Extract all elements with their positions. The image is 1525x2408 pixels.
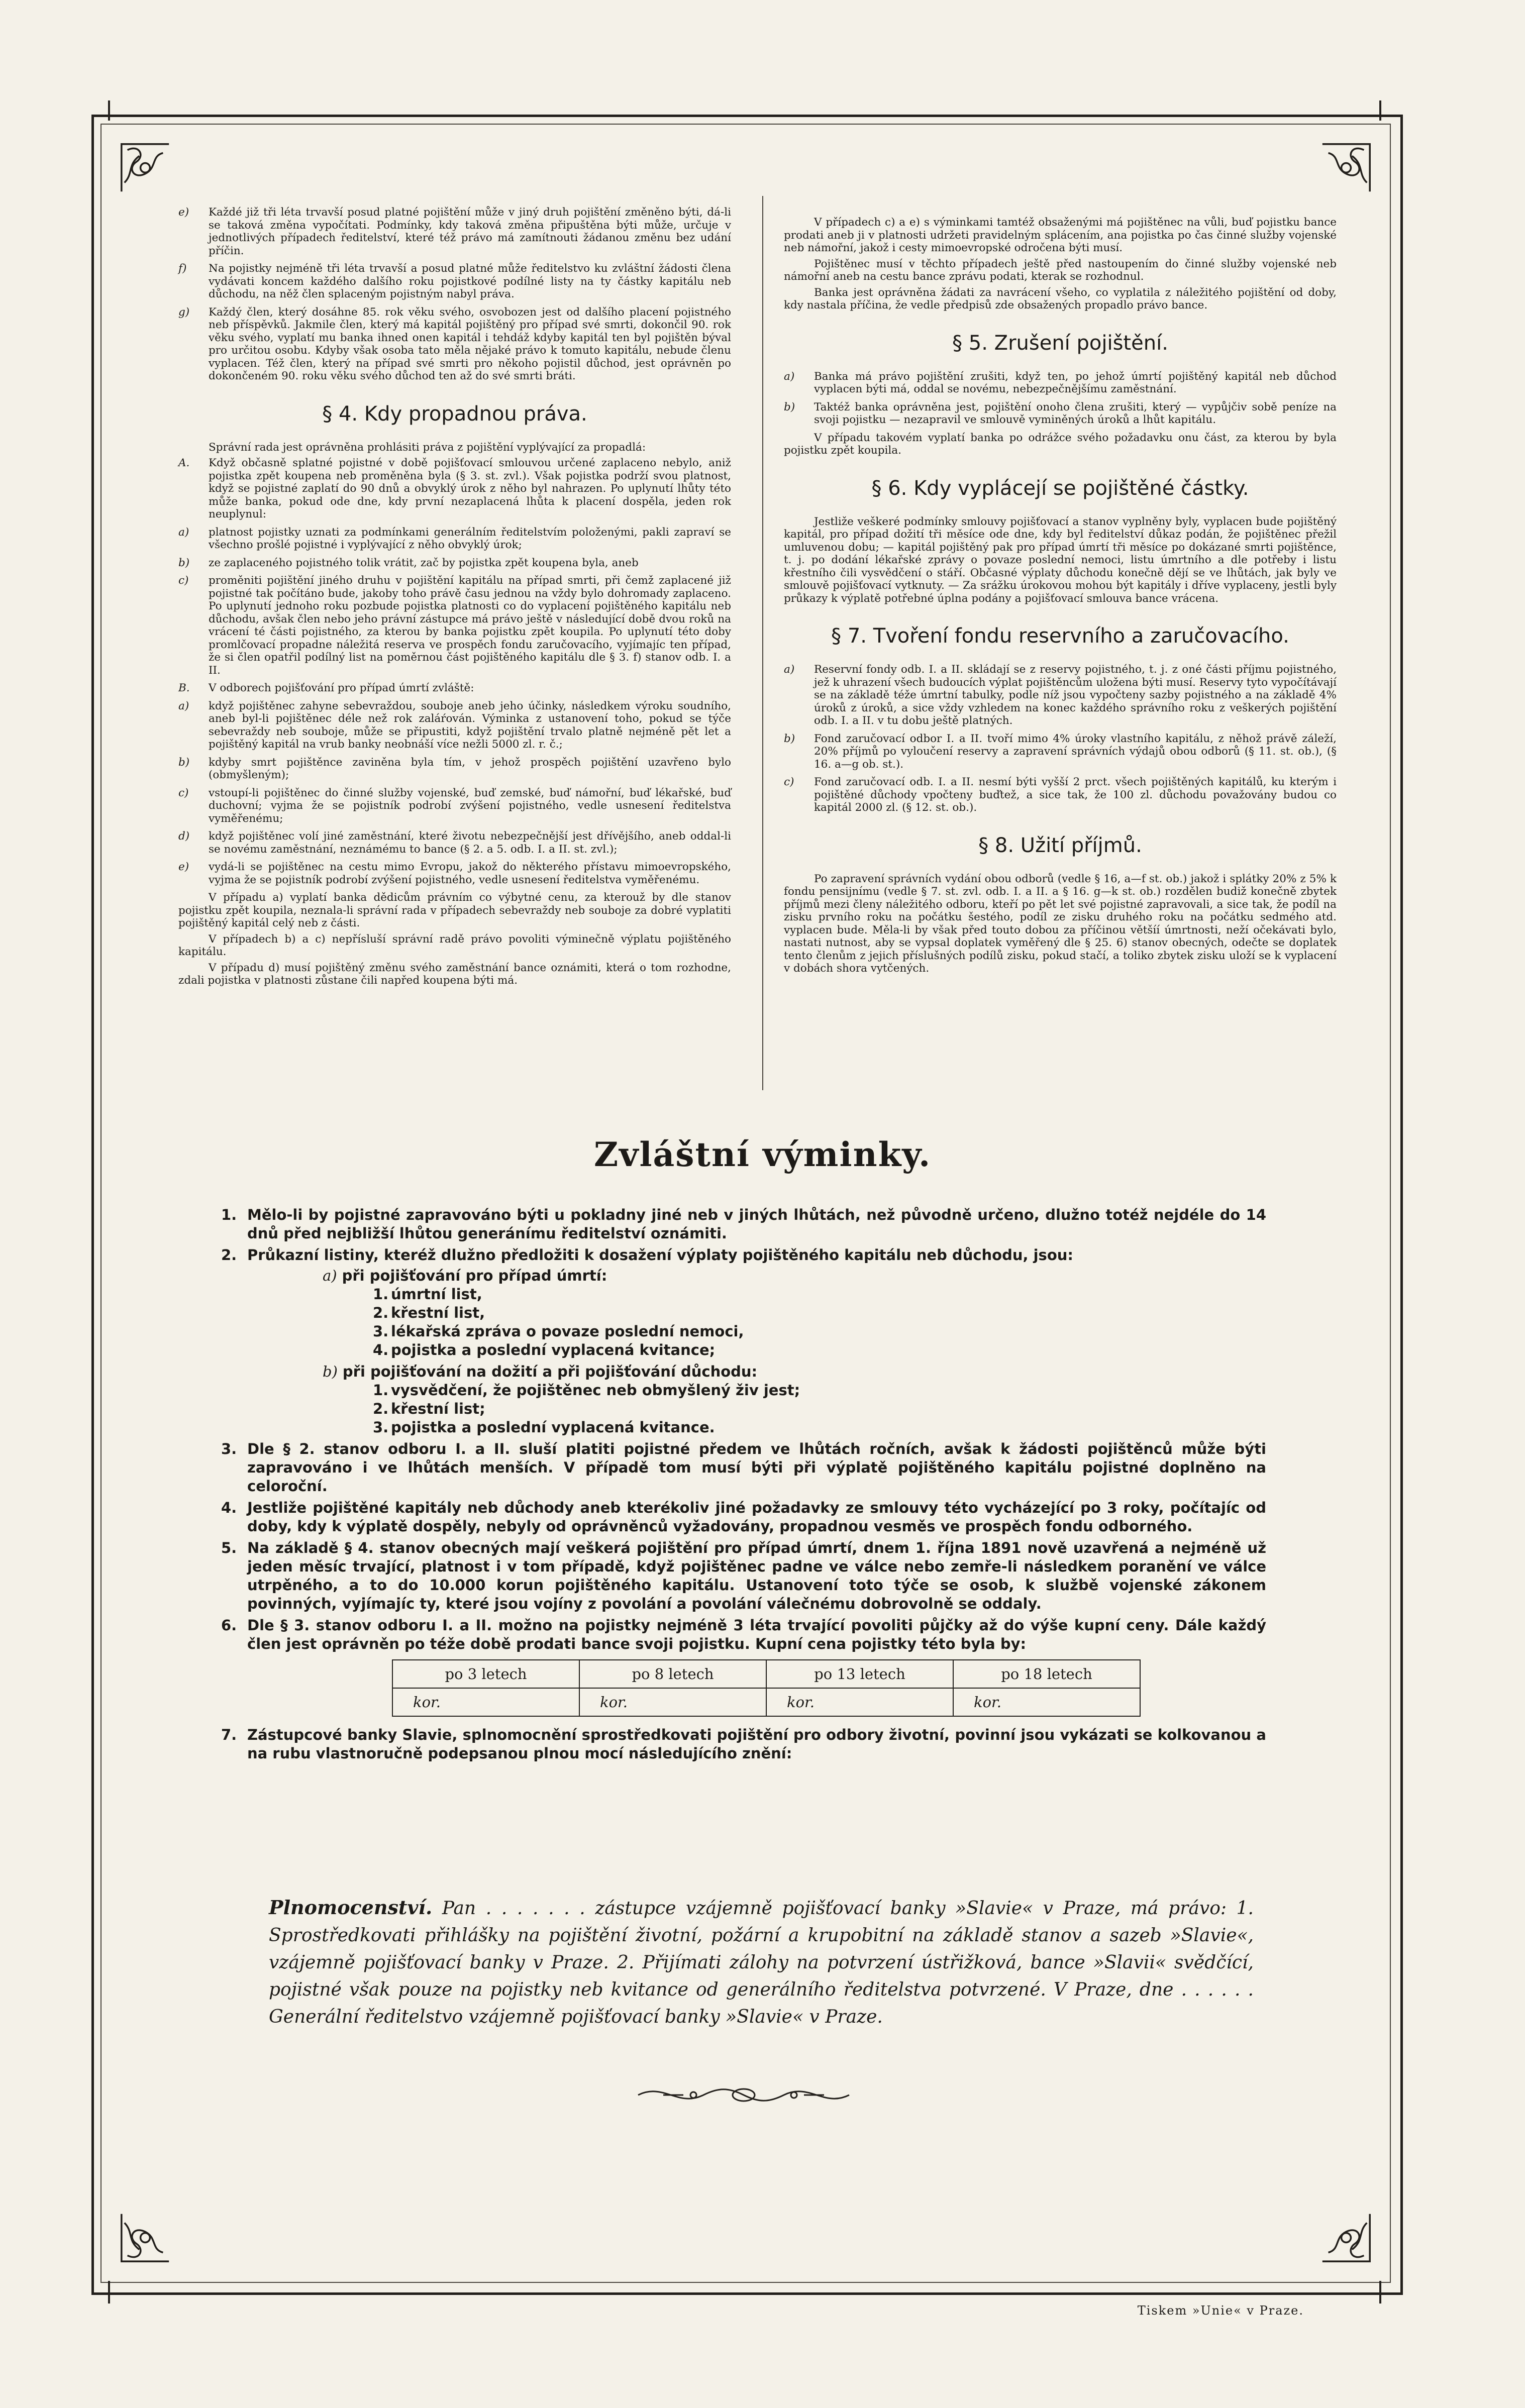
frame-tick <box>1379 2281 1381 2304</box>
corner-ornament-icon <box>116 138 175 197</box>
paragraph: Pojištěnec musí v těchto případech ještě před nastoupením do činné služby vojenské neb námořní aneb na cestu bance zprávu podati, kterak se rozhodnul. <box>784 257 1337 283</box>
table-header-cell: po 8 letech <box>579 1660 766 1688</box>
column-divider <box>762 196 763 1090</box>
section-heading-5: § 5. Zrušení pojištění. <box>952 331 1168 355</box>
clause-item: c) proměniti pojištění jiného druhu v pojištění kapitálu na případ smrti, při čemž zaplacené již pojistné tak počítáno bude, jakoby toho právě času jednou na vždy bylo dohromady zaplaceno. Po uplynutí jednoho roku pozbude pojistka platnosti co do vyplacení pojištěného kapitálu neb důchodu, avšak člen nebo jeho právní zástupce má právo ještě v následující době dvou roků na vrácení té části pojistného, za kterou by banka pojistku zpět koupila. Po uplynutí této doby promlčovací propadne náležitá reserva ve prospěch fondu zaručovacího, vyjímajíc ten případ, že si člen opatřil podílný list na poměrnou část pojištěného kapitálu dle § 3. f) stanov odb. I. a II. <box>178 574 731 677</box>
clause-item: a) když pojištěnec zahyne sebevraždou, souboje aneb jeho účinky, následkem výroku soudního, aneb byl-li pojištěnec déle než rok zaláŕován. Výminka z ustanovení toho, pokud se týče sebevraždy neb souboje, může se připustiti, když pojištění trvalo platně nejméně pět let a pojištěný kapitál na vrub banky neobnáší více nežli 5000 zl. r. č.; <box>178 699 731 751</box>
table-header-cell: po 18 letech <box>953 1660 1140 1688</box>
clause-item: b) Fond zaručovací odbor I. a II. tvoří mimo 4% úroky vlastního kapitálu, z něhož právě záleží, 20% příjmů po vyloučení reservy a zapravení správních výdajů obou odborů (§ 11. st. ob.), (§ 16. a—g ob. st.). <box>784 732 1337 771</box>
corner-ornament-icon <box>116 2208 175 2267</box>
list-item: 1. vysvědčení, že pojištěnec neb obmyšlený živ jest; <box>373 1382 800 1399</box>
table-cell: kor. <box>953 1688 1140 1716</box>
condition-item: 1. Mělo-li by pojistné zapravováno býti u pokladny jiné neb v jiných lhůtách, než původně určeno, dlužno totéž nejdéle do 14 dnů před nejbližší lhůtou generánímu ředitelství oznámiti. <box>221 1206 1266 1242</box>
condition-item: 5. Na základě § 4. stanov obecných mají veškerá pojištění pro případ úmrtí, dnem 1. října 1891 nově uzavřená a nejméně už jeden měsíc trvající, platnost i v tom případě, když pojištěnec padne ve válce nebo zemře-li následkem poranění ve válce utrpěného, a to do 10.000 korun pojištěného kapitálu. Ustanovení toto týče se osob, k službě vojenské zákonem povinných, vyjímajíc ty, které jsou vojíny z povolání a povolání válečnému dobrovolně se oddaly. <box>221 1539 1266 1612</box>
list-item: 4. pojistka a poslední vyplacená kvitance; <box>373 1341 716 1358</box>
list-item: 2. křestní list, <box>373 1304 485 1321</box>
clause-item: c) vstoupí-li pojištěnec do činné služby vojenské, buď zemské, buď námořní, buď lékařské, buď duchovní; vyjma že se pojistník podrobí zvýšení pojistného, vedle usnesení ředitelstva vyměřenému; <box>178 786 731 825</box>
condition-item: 7. Zástupcové banky Slavie, splnomocnění sprostředkovati pojištění pro odbory životní, povinní jsou vykázati se kolkovanou a na rubu vlastnoručně podepsanou plnou mocí následujícího znění: <box>221 1726 1266 1762</box>
paragraph: Banka jest oprávněna žádati za navrácení všeho, co vyplatila z náležitého pojištění od doby, kdy nastala příčina, že vedle předpisů zde obsažených propadlo právo bance. <box>784 286 1337 311</box>
section-heading-4: § 4. Kdy propadnou práva. <box>322 402 587 426</box>
clause-item: B. V odborech pojišťování pro případ úmrtí zvláště: <box>178 682 474 694</box>
section-heading-7: § 7. Tvoření fondu reservního a zaručovacího. <box>831 624 1289 648</box>
section-heading-8: § 8. Užití příjmů. <box>978 833 1142 857</box>
clause-item: c) Fond zaručovací odb. I. a II. nesmí býti vyšší 2 prct. všech pojištěných kapitálů, ku kterým i pojištěné důchody vpočteny buďtež, a sice tak, že 100 zl. důchodu považovány budou co kapitál 2000 zl. (§ 12. st. ob.). <box>784 776 1337 814</box>
power-of-attorney <box>269 1894 1254 2031</box>
purchase-price-table <box>392 1659 1141 1717</box>
list-item: 2. křestní list; <box>373 1400 485 1417</box>
condition-item: 6. Dle § 3. stanov odboru I. a II. možno na pojistky nejméně 3 léta trvající povoliti půjčky až do výše kupní ceny. Dále každý člen jest oprávněn po téže době prodati bance svoji pojistku. Kupní cena pojistky této byla by: <box>221 1617 1266 1652</box>
clause-item: d) když pojištěnec volí jiné zaměstnání, které životu nebezpečnější jest dřívějšího, aneb oddal-li se novému zaměstnání, neznámému to bance (§ 2. a 5. odb. I. a II. st. zvl.); <box>178 830 731 856</box>
conditions-title: Zvláštní výminky. <box>593 1135 932 1174</box>
table-cell: kor. <box>392 1688 579 1716</box>
paragraph: Jestliže veškeré podmínky smlouvy pojišťovací a stanov vyplněny byly, vyplacen bude pojištěný kapitál, pro případ dožití tři měsíce ode dne, kdy byl ředitelství důkaz podán, že pojištěnec přežil umluvenou dobu; — kapitál pojištěný pak pro případ úmrtí tři měsíce po dokázané smrti pojištěnce, t. j. po dodání lékařské zprávy o povaze poslední nemoci, listu úmrtního a dle potřeby i listu křestního čili vysvědčení o stáří. Občasné výplaty důchodu konečně dějí se ve lhůtách, jak byly ve smlouvě pojišťovací vytknuty. — Za srážku úrokovou mohou být kapitály i dříve vyplaceny, jestli byly průkazy k výplatě potřebné úplna podány a pojišťovací smlouva bance vrácena. <box>784 515 1337 605</box>
paragraph: Po zapravení správních vydání obou odborů (vedle § 16, a—f st. ob.) jakož i splátky 20% z 5% k fondu pensijnímu (vedle § 7. st. zvl. odb. I. a II. a § 16. g—k st. ob.) rozdělen budiž konečně zbytek příjmů mezi členy náležitého odboru, kteří po pět let své pojistné zapravovali, a sice tak, že podíl na zisku prvního roku na počátku šestého, podíl ze zisku druhého roku na počátku sedmého atd. vyplacen bude. Měla-li by však před touto dobou za příčinou většíí úmrtnosti, neží očekávati bylo, nastati nutnost, aby se vypsal doplatek vyměřený dle § 25. 6) stanov obecných, odečte se doplatek tento členům z jejich příslušných podílů zisku, pokud stačí, a toliko zbytek zisku uloží se k vyplacení v dobách shora vytčených. <box>784 872 1337 975</box>
paragraph: V případu a) vyplatí banka dědicům právním co výbytné cenu, za kterouž by dle stanov pojistku zpět koupila, neznala-li správní rada v případech sebevraždy neb souboje za dobré vyplatiti pojištěný kapitál celý neb z části. <box>178 891 731 929</box>
clause-item: a) platnost pojistky uznati za podmínkami generálním ředitelstvím položenými, pakli zapraví se všechno prošlé pojistné i vyplývající z něho obvyklý úrok; <box>178 526 731 551</box>
clause-item: b) ze zaplaceného pojistného tolik vrátit, zač by pojistka zpět koupena byla, aneb <box>178 556 639 569</box>
clause-item: a) Banka má právo pojištění zrušiti, když ten, po jehož úmrtí pojištěný kapitál neb důchod vyplacen býti má, oddal se novému, nebezpečnějšímu zaměstnání. <box>784 370 1337 395</box>
section-intro: Správní rada jest oprávněna prohlásiti práva z pojištění vyplývající za propadlá: <box>209 441 646 454</box>
frame-tick <box>108 2281 110 2304</box>
section-heading-6: § 6. Kdy vyplácejí se pojištěné částky. <box>871 476 1249 500</box>
clause-item: f) Na pojistky nejméně tři léta trvavší a posud platné může ředitelstvo ku zvláštní žádosti člena vydávati koncem každého dalšího roku pojistkové podílné listy na ty částky kapitálu neb důchodu, na něž člen splaceným pojistným nabyl práva. <box>178 262 731 300</box>
power-of-attorney-text: Pan . . . . . . . zástupce vzájemně pojišťovací banky »Slavie« v Praze, má právo: 1. Sprostředkovati přihlášky na pojištění životní, požární a krupobitní na základě stanov a sazeb »Slavie«, vzájemně pojišťovací banky v Praze. 2. Přijímati zálohy na potvrzení ústřižková, bance »Slavii« svědčící, pojistné však pouze na pojistky neb kvitance od generálního ředitelstva potvrzené. V Praze, dne . . . . . . Generální ředitelstvo vzájemně pojišťovací banky »Slavie« v Praze. <box>269 1898 1254 2027</box>
paragraph: V případu takovém vyplatí banka po odrážce svého požadavku onu část, za kterou by byla pojistku zpět koupila. <box>784 431 1337 457</box>
table-cell: kor. <box>579 1688 766 1716</box>
frame-tick <box>108 100 110 121</box>
condition-item: 3. Dle § 2. stanov odboru I. a II. sluší platiti pojistné předem ve lhůtách ročních, avšak k žádosti pojištěnců může býti zapravováno i ve lhůtách menších. V případě tom musí býti při výplatě pojištěného kapitálu pojistné doplněno na celoroční. <box>221 1440 1266 1495</box>
clause-item: e) vydá-li se pojištěnec na cestu mimo Evropu, jakož do některého přístavu mimoevropského, vyjma že se pojistník podrobí zvýšení pojistného, vedle usnesení ředitelstva vyměřenému. <box>178 861 731 886</box>
condition-item: 2. Průkazní listiny, kteréž dlužno předložiti k dosažení výplaty pojištěného kapitálu neb důchodu, jsou: a) při pojišťování pro případ úmrtí: 1. úmrtní list, 2. křestní list, 3. lékařská zpráva o povaze poslední nemoci, 4. pojistka a poslední vyplacená kvitance; b) při pojišťování na dožití a při pojišťování důchodu: 1. vysvědčení, že pojištěnec neb obmyšlený živ jest; 2. křestní list; 3. pojistka a poslední vyplacená kvitance. <box>221 1246 1266 1437</box>
clause-item: b) Taktéž banka oprávněna jest, pojištění onoho člena zrušiti, který — vypůjčiv sobě peníze na svoji pojistku — nezapravil ve smlouvě vyminěných úroků a lhůt kapitálu. <box>784 400 1337 426</box>
clause-item: A. Když občasně splatné pojistné v době pojišťovací smlouvou určené zaplaceno nebylo, aniž pojistka zpět koupena neb proměněna byla (§ 3. st. zvl.). Však pojistka podrží svou platnost, když se pojistné zaplatí do 90 dnů a obvyklý úrok z něho byl nahrazen. Po uplynutí lhůty této může banka, pokud ode dne, kdy první nezaplacená lhůta k placení dospěla, jeden rok neuplynul: <box>178 457 731 520</box>
clause-item: a) Reservní fondy odb. I. a II. skládají se z reservy pojistného, t. j. z oné části příjmu pojistného, jež k uhrazení všech budoucích výplat pojištěncům uložena býti musí. Reservy tyto vypočítávají se na základě téže úmrtní tabulky, podle níž jsou vypočteny sazby pojistného a na základě 4% úroků z úroků, a sice vždy vzhledem na konec každého správního roku z veškerých pojištění odb. I. a II. v tu dobu ještě platných. <box>784 663 1337 727</box>
corner-ornament-icon <box>1316 138 1376 197</box>
right-column <box>784 216 1337 978</box>
power-of-attorney-title: Plnomocenství. <box>269 1896 433 1919</box>
document-group-a: a) při pojišťování pro případ úmrtí: 1. úmrtní list, 2. křestní list, 3. lékařská zpráva o povaze poslední nemoci, 4. pojistka a poslední vyplacená kvitance; b) při pojišťování na dožití a při pojišťování důchodu: 1. vysvědčení, že pojištěnec neb obmyšlený živ jest; 2. křestní list; 3. pojistka a poslední vyplacená kvitance. <box>323 1267 1266 1437</box>
paragraph: V případech c) a e) s výminkami tamtéž obsaženými má pojištěnec na vůli, buď pojistku bance prodati aneb ji v platnosti udržeti pravidelným splácením, ana pojistka po čas činné služby vojenské neb námořní, jakož i cesty mimoevropské odročena býti musí. <box>784 216 1337 254</box>
list-item: 3. lékařská zpráva o povaze poslední nemoci, <box>373 1323 744 1340</box>
table-cell: kor. <box>766 1688 953 1716</box>
conditions-list <box>221 1206 1266 1766</box>
clause-item: b) kdyby smrt pojištěnce zaviněna byla tím, v jehož prospěch pojištění uzavřeno bylo (obmyšleným); <box>178 756 731 781</box>
clause-item: e) Každé již tři léta trvavší posud platné pojištění může v jiný druh pojištění změněno býti, dá-li se taková změna vypočítati. Podmínky, kdy taková změna připuštěna býti může, určuje v jednotlivých případech ředitelství, které též právo má zamítnouti žádanou změnu bez udání příčin. <box>178 206 731 257</box>
table-header-cell: po 3 letech <box>392 1660 579 1688</box>
printer-imprint: Tiskem »Unie« v Praze. <box>1137 2304 1304 2318</box>
list-item: 1. úmrtní list, <box>373 1286 482 1303</box>
left-column <box>178 206 731 990</box>
clause-item: g) Každý člen, který dosáhne 85. rok věku svého, osvobozen jest od dalšího placení pojistného neb příspěvků. Jakmile člen, který má kapitál pojištěný pro případ své smrti, dokončil 90. rok věku svého, vyplatí mu banka ihned onen kapitál i tehdáž kdyby kapitál ten byl pojištěn býval pro určitou osobu. Kdyby však osoba tato měla nějaké právo k tomuto kapitálu, nebude členu vyplacen. Též člen, který na případ své smrti pro někoho pojistil důchod, jest oprávněn po dokončeném 90. roku věku svého důchod ten až do své smrti bráti. <box>178 305 731 382</box>
paragraph: V případu d) musí pojištěný změnu svého zaměstnání bance oznámiti, která o tom rozhodne, zdali pojistka v platnosti zůstane čili napřed koupena býti má. <box>178 961 731 987</box>
table-header-cell: po 13 letech <box>766 1660 953 1688</box>
frame-tick <box>1379 100 1381 121</box>
condition-item: 4. Jestliže pojištěné kapitály neb důchody aneb kterékoliv jiné požadavky ze smlouvy této vycházející po 3 roky, počítajíc od doby, kdy k výplatě dospěly, nebyly od oprávněnců vyžadovány, propadnou vesměs ve prospěch fondu odborného. <box>221 1499 1266 1535</box>
corner-ornament-icon <box>1316 2208 1376 2267</box>
paragraph: V případech b) a c) nepřísluší správní radě právo povoliti výminečně výplatu pojištěného kapitálu. <box>178 932 731 958</box>
list-item: 3. pojistka a poslední vyplacená kvitance. <box>373 1419 715 1436</box>
divider-ornament-icon <box>633 2080 854 2110</box>
table-row <box>392 1660 1140 1688</box>
table-row <box>392 1688 1140 1716</box>
